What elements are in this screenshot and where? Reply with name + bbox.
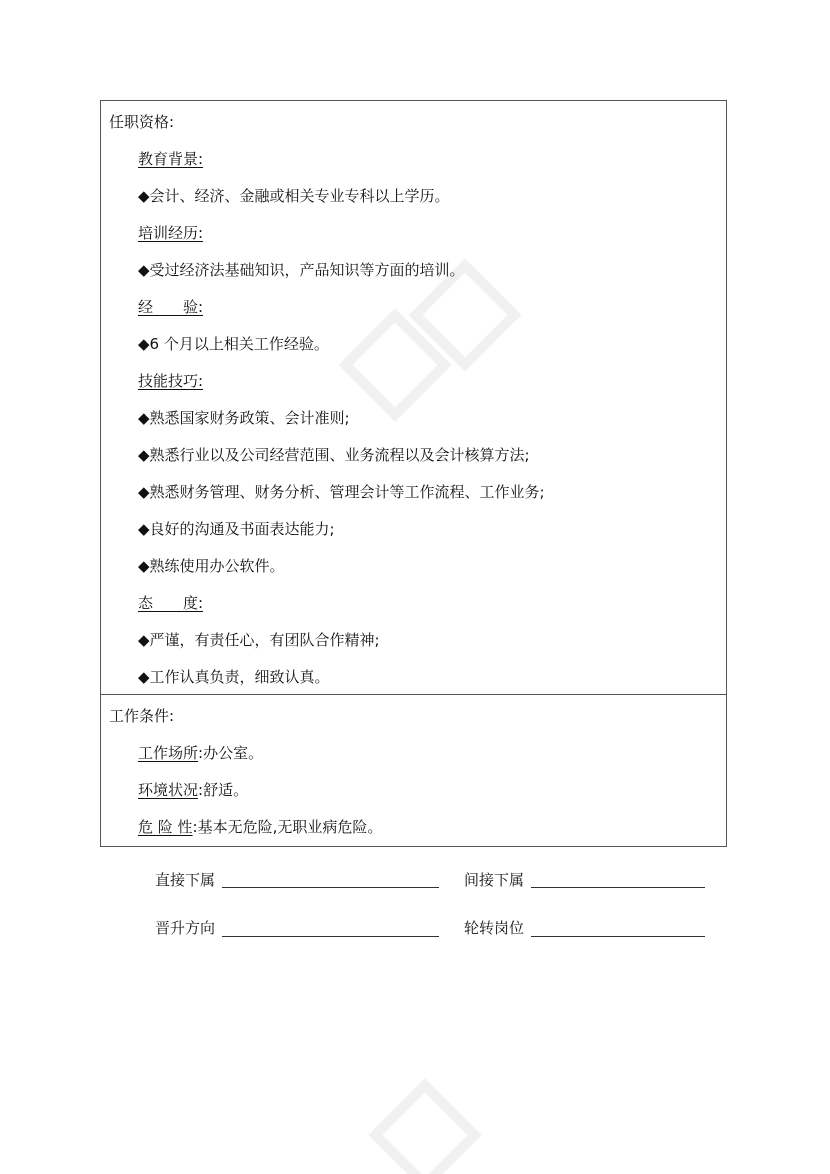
skills-label: 技能技巧: [138,372,204,390]
qualifications-heading: 任职资格: [109,113,175,131]
workplace-label: 工作场所 [138,744,199,762]
hazard-value: :基本无危险,无职业病危险。 [192,818,383,836]
education-label: 教育背景: [138,150,204,168]
attitude-item: ◆严谨，有责任心，有团队合作精神; [138,631,380,649]
rotation-label: 轮转岗位 [464,919,525,937]
hazard-row [138,817,382,837]
workplace-row [138,743,263,763]
experience-label: 经 验: [138,298,204,316]
indirect-subordinate-blank[interactable] [531,887,705,888]
skills-item: ◆熟练使用办公软件。 [138,557,285,575]
work-conditions-heading: 工作条件: [109,707,175,725]
skills-item: ◆良好的沟通及书面表达能力; [138,520,335,538]
environment-value: :舒适。 [198,781,249,799]
skills-item: ◆熟悉行业以及公司经营范围、业务流程以及会计核算方法; [138,446,530,464]
skills-item: ◆熟悉国家财务政策、会计准则; [138,409,350,427]
training-item: ◆受过经济法基础知识，产品知识等方面的培训。 [138,261,465,279]
education-item: ◆会计、经济、金融或相关专业专科以上学历。 [138,187,450,205]
indirect-subordinate-label: 间接下属 [464,871,525,889]
qualifications-section [100,100,727,695]
training-label: 培训经历: [138,224,204,242]
skills-item: ◆熟悉财务管理、财务分析、管理会计等工作流程、工作业务; [138,483,545,501]
attitude-label: 态 度: [138,594,204,612]
direct-subordinate-blank[interactable] [222,887,439,888]
environment-label: 环境状况 [138,781,199,799]
experience-item: ◆6 个月以上相关工作经验。 [138,335,329,353]
environment-row [138,780,248,800]
direct-subordinate-label: 直接下属 [155,871,216,889]
attitude-item: ◆工作认真负责，细致认真。 [138,668,330,686]
work-conditions-section [100,694,727,847]
hazard-label: 危 险 性 [138,818,193,836]
workplace-value: :办公室。 [198,744,264,762]
rotation-blank[interactable] [531,936,705,937]
promotion-label: 晋升方向 [155,919,216,937]
promotion-blank[interactable] [222,936,439,937]
